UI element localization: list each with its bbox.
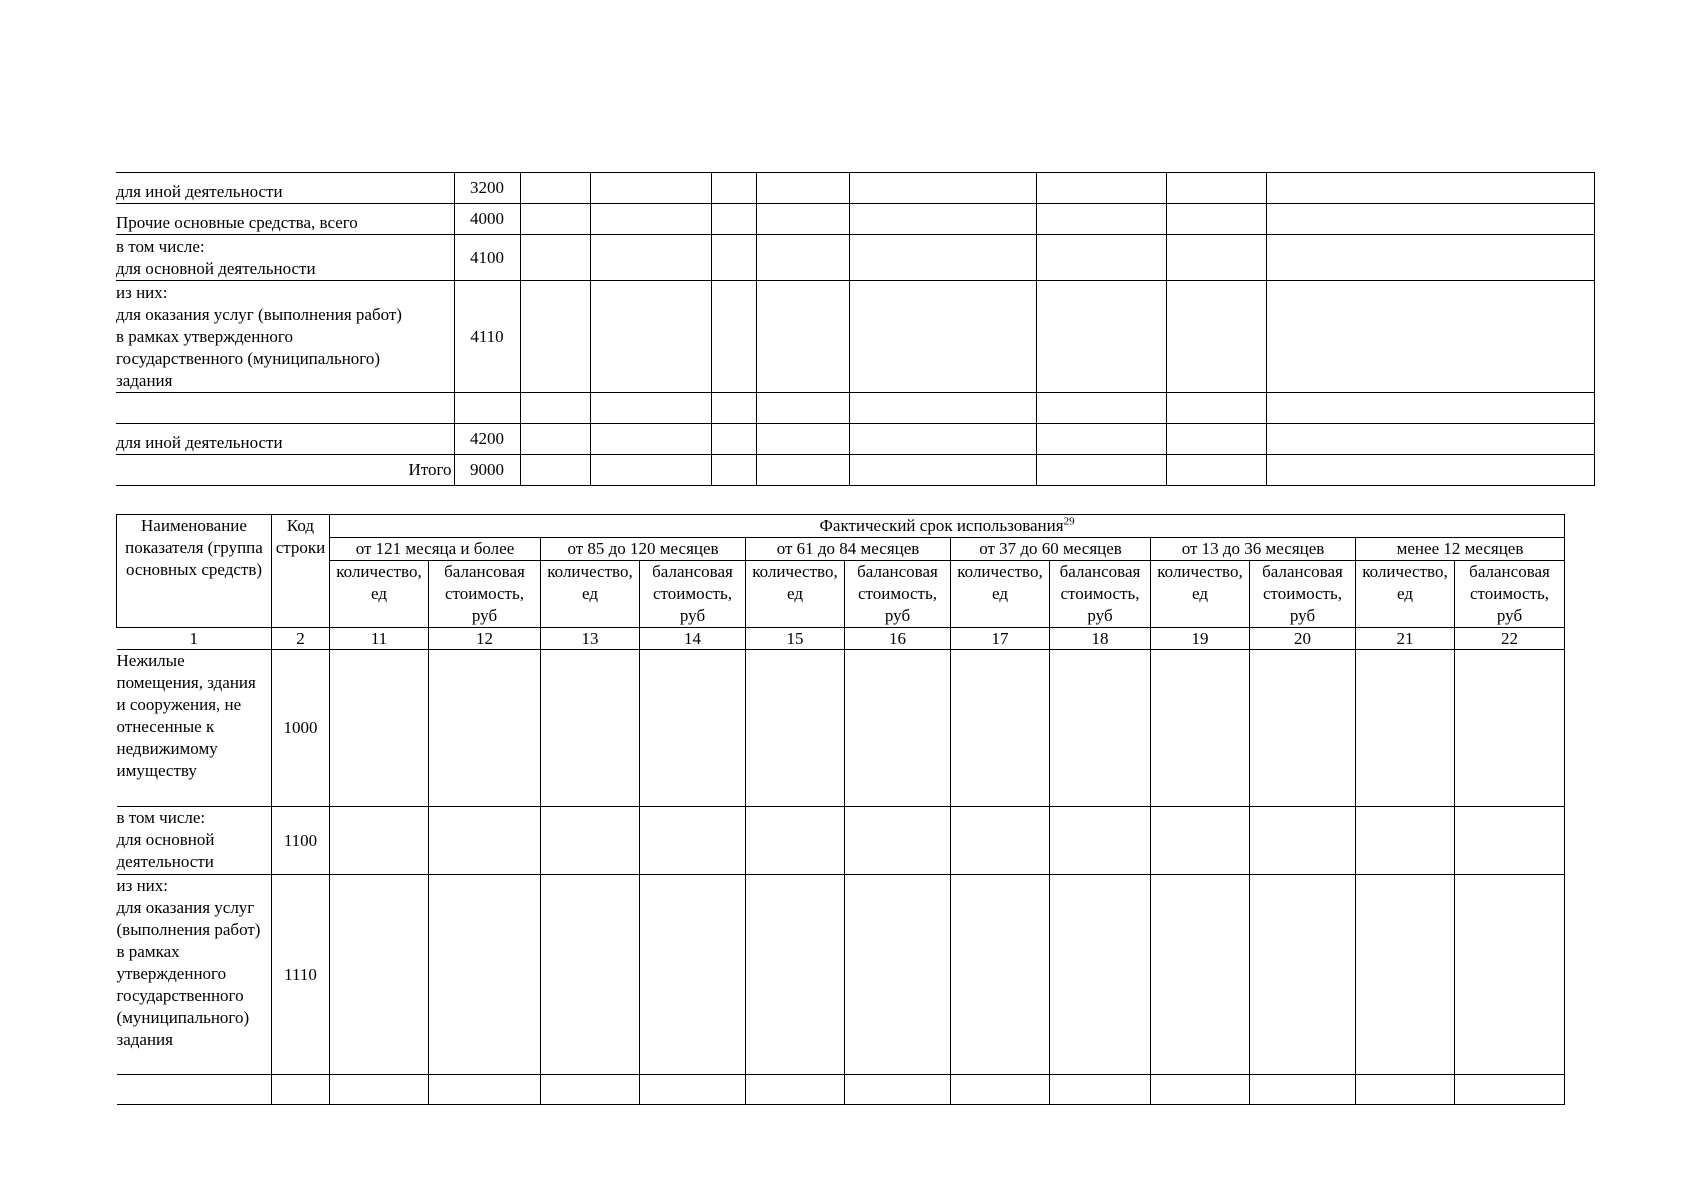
data-cell (1151, 650, 1250, 807)
data-cell (1166, 424, 1266, 455)
header-period: от 61 до 84 месяцев (746, 538, 951, 561)
data-cell (1455, 1075, 1565, 1105)
row-code: 1110 (272, 875, 330, 1075)
data-cell (849, 455, 1036, 486)
data-cell (590, 204, 711, 235)
table-row (117, 1075, 1565, 1105)
row-code: 4110 (454, 281, 520, 393)
data-cell (1151, 1075, 1250, 1105)
table-row (116, 281, 1594, 393)
column-number: 18 (1050, 628, 1151, 650)
header-period: от 85 до 120 месяцев (541, 538, 746, 561)
data-cell (429, 875, 541, 1075)
column-number: 15 (746, 628, 845, 650)
data-cell (1036, 424, 1166, 455)
header-usage-period-text: Фактический срок использования (819, 516, 1064, 535)
column-number: 22 (1455, 628, 1565, 650)
header-value: балансовая стоимость, руб (1050, 561, 1151, 628)
data-cell (711, 235, 756, 281)
row-name (117, 1075, 272, 1105)
header-name: Наименование показателя (группа основных средств) (117, 515, 272, 628)
data-cell (1151, 875, 1250, 1075)
data-cell (845, 1075, 951, 1105)
header-qty: количество, ед (951, 561, 1050, 628)
data-cell (1356, 1075, 1455, 1105)
data-cell (541, 807, 640, 875)
data-cell (590, 455, 711, 486)
row-name: для иной деятельности (116, 173, 454, 204)
column-number: 21 (1356, 628, 1455, 650)
row-name: для иной деятельности (116, 424, 454, 455)
data-cell (1036, 455, 1166, 486)
header-row (117, 538, 1565, 561)
data-cell (845, 807, 951, 875)
data-cell (1166, 455, 1266, 486)
header-period: от 37 до 60 месяцев (951, 538, 1151, 561)
data-cell (849, 235, 1036, 281)
data-cell (520, 281, 590, 393)
data-cell (541, 875, 640, 1075)
column-number: 19 (1151, 628, 1250, 650)
data-cell (541, 1075, 640, 1105)
data-cell (1266, 173, 1594, 204)
column-numbers-row (117, 628, 1565, 650)
data-cell (520, 455, 590, 486)
data-cell (1050, 875, 1151, 1075)
table-row (117, 875, 1565, 1075)
data-cell (330, 650, 429, 807)
data-cell (1266, 204, 1594, 235)
row-code (454, 393, 520, 424)
data-cell (1266, 393, 1594, 424)
data-cell (845, 875, 951, 1075)
data-cell (1050, 650, 1151, 807)
row-code (272, 1075, 330, 1105)
data-cell (849, 393, 1036, 424)
data-cell (1166, 204, 1266, 235)
header-value: балансовая стоимость, руб (845, 561, 951, 628)
data-cell (746, 875, 845, 1075)
data-cell (1036, 173, 1166, 204)
data-cell (1036, 204, 1166, 235)
data-cell (541, 650, 640, 807)
data-cell (1036, 281, 1166, 393)
column-number: 11 (330, 628, 429, 650)
row-code: 1000 (272, 650, 330, 807)
table-row (116, 393, 1594, 424)
header-code: Код строки (272, 515, 330, 628)
header-qty: количество, ед (1356, 561, 1455, 628)
data-cell (520, 204, 590, 235)
header-qty: количество, ед (746, 561, 845, 628)
total-label: Итого (116, 455, 454, 486)
footnote-marker: 29 (1063, 515, 1075, 528)
data-cell (1455, 875, 1565, 1075)
column-number: 2 (272, 628, 330, 650)
data-cell (711, 281, 756, 393)
row-name (116, 393, 454, 424)
data-cell (756, 455, 849, 486)
row-name: в том числе: для основной деятельности (117, 807, 272, 875)
data-cell (746, 1075, 845, 1105)
data-cell (756, 235, 849, 281)
data-cell (640, 807, 746, 875)
data-cell (1250, 807, 1356, 875)
data-cell (590, 173, 711, 204)
header-row (117, 561, 1565, 628)
row-code: 4200 (454, 424, 520, 455)
data-cell (756, 424, 849, 455)
data-cell (1250, 650, 1356, 807)
data-cell (849, 173, 1036, 204)
header-value: балансовая стоимость, руб (1455, 561, 1565, 628)
table-row (116, 235, 1594, 281)
column-number: 17 (951, 628, 1050, 650)
column-number: 14 (640, 628, 746, 650)
data-cell (1455, 650, 1565, 807)
data-cell (590, 424, 711, 455)
data-cell (746, 650, 845, 807)
data-cell (1151, 807, 1250, 875)
table-row (116, 173, 1594, 204)
data-cell (711, 173, 756, 204)
header-period: от 121 месяца и более (330, 538, 541, 561)
data-cell (590, 235, 711, 281)
data-cell (640, 875, 746, 1075)
row-code: 4100 (454, 235, 520, 281)
data-cell (1166, 281, 1266, 393)
data-cell (849, 204, 1036, 235)
data-cell (711, 204, 756, 235)
data-cell (711, 393, 756, 424)
data-cell (1266, 281, 1594, 393)
data-cell (711, 424, 756, 455)
data-cell (640, 650, 746, 807)
data-cell (1356, 875, 1455, 1075)
table-row-total (116, 455, 1594, 486)
row-name: Прочие основные средства, всего (116, 204, 454, 235)
header-period: менее 12 месяцев (1356, 538, 1565, 561)
data-cell (1036, 393, 1166, 424)
data-cell (1266, 235, 1594, 281)
row-name: Нежилые помещения, здания и сооружения, не отнесенные к недвижимому имуществу (117, 650, 272, 807)
column-number: 16 (845, 628, 951, 650)
data-cell (849, 424, 1036, 455)
table-usage-period (116, 514, 1565, 1105)
data-cell (1036, 235, 1166, 281)
row-code: 9000 (454, 455, 520, 486)
data-cell (520, 173, 590, 204)
column-number: 20 (1250, 628, 1356, 650)
header-qty: количество, ед (330, 561, 429, 628)
data-cell (1050, 1075, 1151, 1105)
column-number: 12 (429, 628, 541, 650)
header-period: от 13 до 36 месяцев (1151, 538, 1356, 561)
header-value: балансовая стоимость, руб (429, 561, 541, 628)
table-row (116, 204, 1594, 235)
data-cell (746, 807, 845, 875)
data-cell (330, 807, 429, 875)
table-row (116, 424, 1594, 455)
data-cell (756, 173, 849, 204)
row-name: в том числе: для основной деятельности (116, 235, 454, 281)
data-cell (756, 281, 849, 393)
data-cell (1356, 650, 1455, 807)
header-usage-period (330, 515, 1565, 538)
row-name: из них: для оказания услуг (выполнения работ) в рамках утвержденного государственного (муниципального) задания (117, 875, 272, 1075)
data-cell (1250, 875, 1356, 1075)
header-value: балансовая стоимость, руб (1250, 561, 1356, 628)
data-cell (845, 650, 951, 807)
data-cell (590, 281, 711, 393)
data-cell (1266, 424, 1594, 455)
data-cell (429, 807, 541, 875)
row-name: из них: для оказания услуг (выполнения работ) в рамках утвержденного государственного (муниципального) задания (116, 281, 454, 393)
data-cell (429, 1075, 541, 1105)
header-value: балансовая стоимость, руб (640, 561, 746, 628)
header-row (117, 515, 1565, 538)
data-cell (951, 650, 1050, 807)
data-cell (1356, 807, 1455, 875)
table-row (117, 650, 1565, 807)
data-cell (330, 1075, 429, 1105)
table-row (117, 807, 1565, 875)
data-cell (849, 281, 1036, 393)
row-code: 1100 (272, 807, 330, 875)
data-cell (520, 424, 590, 455)
row-code: 4000 (454, 204, 520, 235)
data-cell (590, 393, 711, 424)
data-cell (756, 204, 849, 235)
data-cell (520, 235, 590, 281)
data-cell (711, 455, 756, 486)
data-cell (1455, 807, 1565, 875)
column-number: 1 (117, 628, 272, 650)
data-cell (1166, 393, 1266, 424)
data-cell (951, 875, 1050, 1075)
data-cell (429, 650, 541, 807)
data-cell (640, 1075, 746, 1105)
data-cell (330, 875, 429, 1075)
data-cell (1166, 235, 1266, 281)
data-cell (520, 393, 590, 424)
table-continuation (116, 172, 1595, 486)
header-qty: количество, ед (541, 561, 640, 628)
row-code: 3200 (454, 173, 520, 204)
data-cell (756, 393, 849, 424)
data-cell (1266, 455, 1594, 486)
data-cell (1250, 1075, 1356, 1105)
data-cell (951, 807, 1050, 875)
data-cell (1166, 173, 1266, 204)
column-number: 13 (541, 628, 640, 650)
data-cell (951, 1075, 1050, 1105)
data-cell (1050, 807, 1151, 875)
header-qty: количество, ед (1151, 561, 1250, 628)
